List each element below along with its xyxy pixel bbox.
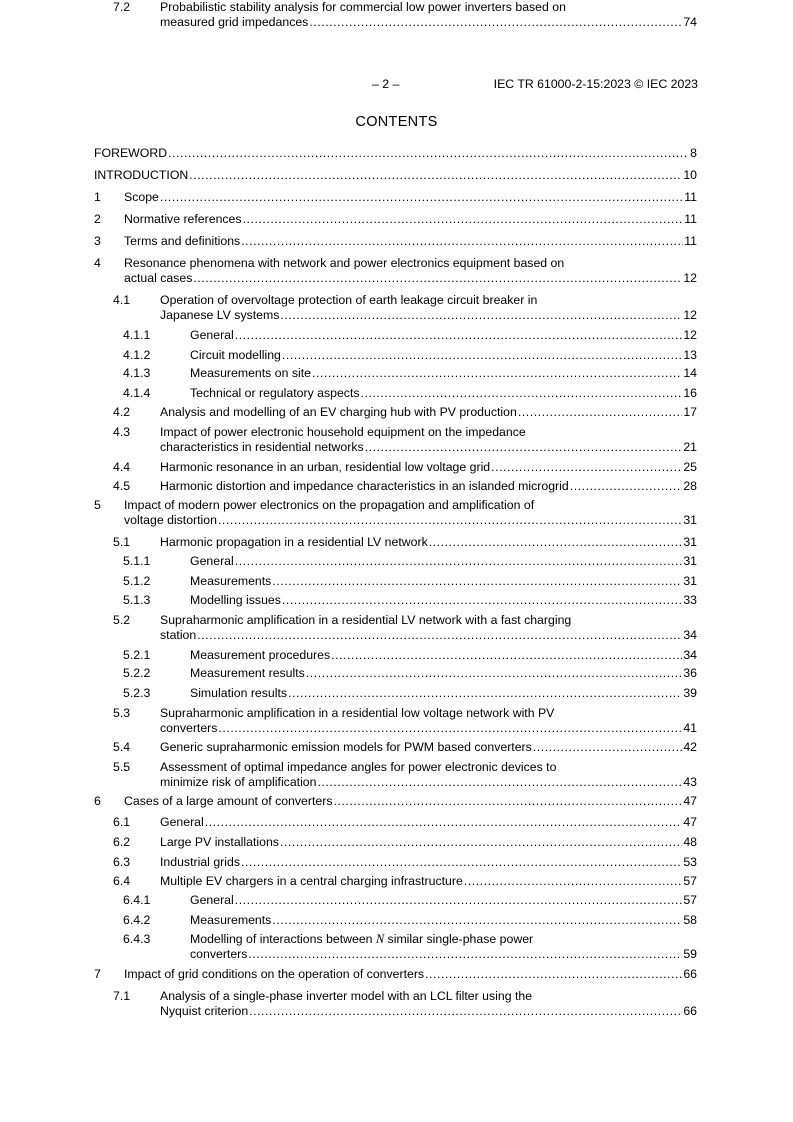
toc-entry-page: 47 [683, 815, 697, 829]
toc-entry-number: 4.4 [113, 460, 131, 474]
toc-entry[interactable] [0, 835, 793, 852]
toc-entry-title: Multiple EV chargers in a central charging infrastructure [160, 874, 463, 888]
dot-leader [361, 386, 683, 401]
toc-entry-page: 16 [683, 386, 697, 400]
toc-entry[interactable] [0, 535, 793, 552]
toc-entry-title: Harmonic resonance in an urban, residential low voltage grid [160, 460, 491, 474]
dot-leader [318, 775, 683, 790]
toc-entry-title: Analysis of a single-phase inverter model with an LCL filter using the [160, 989, 533, 1003]
toc-entry-number: 6.4.3 [123, 932, 151, 946]
toc-entry-number: 4.2 [113, 405, 131, 419]
toc-entry-number: 1 [94, 190, 101, 204]
toc-entry-page: 11 [684, 190, 697, 204]
dot-leader [425, 967, 682, 982]
toc-entry-title: Circuit modelling [190, 348, 281, 362]
toc-entry-title-continued: Nyquist criterion [160, 1004, 249, 1018]
toc-entry[interactable] [0, 989, 793, 1021]
toc-entry-title: Assessment of optimal impedance angles for power electronic devices to [160, 760, 557, 774]
toc-entry-title: General [190, 328, 234, 342]
dot-leader [168, 146, 689, 161]
toc-entry-number: 6.1 [113, 815, 131, 829]
toc-entry-page: 12 [683, 271, 697, 285]
dot-leader [282, 348, 682, 363]
toc-entry-number: 5.2 [113, 613, 131, 627]
toc-entry-title: Impact of grid conditions on the operation of converters [124, 967, 425, 981]
toc-entry-page: 12 [683, 308, 697, 322]
toc-entry[interactable] [0, 893, 793, 910]
toc-entry-title: Harmonic distortion and impedance characteristics in an islanded microgrid [160, 479, 569, 493]
dot-leader [241, 855, 682, 870]
toc-entry-number: 5.2.3 [123, 686, 151, 700]
toc-entry-title-continued: minimize risk of amplification [160, 775, 317, 789]
toc-entry-title: INTRODUCTION [94, 168, 189, 182]
toc-entry-page: 34 [683, 648, 697, 662]
toc-entry-title: Cases of a large amount of converters [124, 794, 333, 808]
toc-entry-page: 12 [683, 328, 697, 342]
toc-entry[interactable] [0, 740, 793, 757]
dot-leader [533, 740, 683, 755]
toc-entry[interactable] [0, 686, 793, 703]
dot-leader [280, 308, 682, 323]
dot-leader [309, 15, 682, 30]
toc-entry-page: 14 [683, 366, 697, 380]
dot-leader [282, 593, 682, 608]
toc-entry-title: Technical or regulatory aspects [190, 386, 360, 400]
dot-leader [288, 686, 682, 701]
dot-leader [160, 190, 683, 205]
toc-entry-title: Impact of modern power electronics on the propagation and amplification of [124, 498, 535, 512]
toc-entry[interactable] [0, 760, 793, 792]
math-variable: N [375, 932, 385, 946]
toc-entry[interactable] [0, 460, 793, 477]
toc-entry-page: 48 [683, 835, 697, 849]
toc-entry[interactable] [0, 190, 793, 207]
dot-leader [312, 366, 682, 381]
dot-leader [464, 874, 683, 889]
toc-entry-page: 39 [683, 686, 697, 700]
toc-entry-page: 13 [683, 348, 697, 362]
dot-leader [243, 212, 684, 227]
document-reference: IEC TR 61000-2-15:2023 © IEC 2023 [493, 77, 698, 91]
toc-entry-page: 74 [683, 15, 697, 29]
toc-entry[interactable] [0, 815, 793, 832]
toc-entry[interactable] [0, 498, 793, 530]
toc-entry-page: 10 [683, 168, 697, 182]
toc-entry[interactable] [0, 168, 793, 185]
toc-entry[interactable] [0, 405, 793, 422]
toc-entry-number: 5.4 [113, 740, 131, 754]
dot-leader [193, 271, 682, 286]
toc-entry-title: Scope [124, 190, 159, 204]
toc-entry-number: 4.1.1 [123, 328, 151, 342]
toc-entry-page: 8 [690, 146, 697, 160]
toc-entry-title: Probabilistic stability analysis for commercial low power inverters based on [160, 0, 566, 14]
toc-entry-page: 34 [683, 628, 697, 642]
toc-entry-page: 41 [683, 721, 697, 735]
dot-leader [205, 815, 683, 830]
toc-entry-number: 5 [94, 498, 101, 512]
toc-entry-page: 31 [683, 535, 697, 549]
toc-entry-number: 6.3 [113, 855, 131, 869]
toc-entry-page: 25 [683, 460, 697, 474]
toc-entry-title: Measurement procedures [190, 648, 331, 662]
toc-entry[interactable] [0, 967, 793, 984]
toc-entry-page: 66 [683, 1004, 697, 1018]
toc-entry-title: Measurements [190, 913, 272, 927]
toc-entry-number: 6 [94, 794, 101, 808]
toc-entry[interactable] [0, 348, 793, 365]
toc-entry-page: 36 [683, 666, 697, 680]
toc-entry-number: 5.1.2 [123, 574, 151, 588]
toc-entry-number: 5.1.3 [123, 593, 151, 607]
toc-entry-title-part: Modelling of interactions between [190, 932, 376, 946]
toc-entry[interactable] [0, 794, 793, 811]
dot-leader [189, 168, 682, 183]
toc-entry-page: 21 [683, 440, 697, 454]
toc-entry-title-continued: voltage distortion [124, 513, 217, 527]
toc-entry-page: 58 [683, 913, 697, 927]
toc-entry-number: 6.4 [113, 874, 131, 888]
dot-leader [365, 440, 683, 455]
toc-entry-number: 4.5 [113, 479, 131, 493]
dot-leader [306, 666, 682, 681]
toc-entry-title: Resonance phenomena with network and power electronics equipment based on [124, 256, 565, 270]
toc-entry-page: 31 [683, 574, 697, 588]
dot-leader [235, 554, 683, 569]
dot-leader [280, 835, 682, 850]
toc-entry-number: 3 [94, 234, 101, 248]
toc-entry-page: 57 [683, 874, 697, 888]
toc-entry-page: 31 [683, 513, 697, 527]
toc-entry-title-continued: Japanese LV systems [160, 308, 280, 322]
toc-entry-number: 5.2.1 [123, 648, 151, 662]
toc-entry-page: 11 [684, 212, 697, 226]
toc-entry-page: 57 [683, 893, 697, 907]
toc-entry[interactable] [0, 666, 793, 683]
toc-entry-number: 6.4.2 [123, 913, 151, 927]
toc-entry[interactable] [0, 932, 793, 964]
toc-entry-page: 17 [683, 405, 697, 419]
toc-entry-number: 5.2.2 [123, 666, 151, 680]
toc-entry-title: Supraharmonic amplification in a residential LV network with a fast charging [160, 613, 572, 627]
toc-entry-number: 7.2 [113, 0, 131, 14]
dot-leader [331, 648, 682, 663]
toc-entry-title: Generic supraharmonic emission models for PWM based converters [160, 740, 532, 754]
toc-entry[interactable] [0, 874, 793, 891]
dot-leader [197, 628, 682, 643]
toc-entry-title: Harmonic propagation in a residential LV network [160, 535, 428, 549]
dot-leader [218, 513, 682, 528]
contents-title: CONTENTS [355, 114, 438, 130]
toc-entry-title: Normative references [124, 212, 242, 226]
toc-entry-title: Industrial grids [160, 855, 240, 869]
toc-entry-title: FOREWORD [94, 146, 168, 160]
toc-entry-title: Operation of overvoltage protection of earth leakage circuit breaker in [160, 293, 538, 307]
toc-entry-number: 4.1 [113, 293, 131, 307]
toc-entry-page: 43 [683, 775, 697, 789]
toc-entry-page: 59 [683, 947, 697, 961]
toc-entry-number: 4.1.2 [123, 348, 151, 362]
toc-entry-title: General [190, 554, 234, 568]
toc-entry-number: 4.1.3 [123, 366, 151, 380]
toc-entry-number: 5.1.1 [123, 554, 151, 568]
toc-entry[interactable] [0, 366, 793, 383]
toc-entry-number: 6.4.1 [123, 893, 151, 907]
toc-entry-title: Supraharmonic amplification in a residential low voltage network with PV [160, 706, 555, 720]
toc-entry-number: 4.3 [113, 425, 131, 439]
toc-entry-title-continued: converters [160, 721, 218, 735]
toc-entry-number: 5.5 [113, 760, 131, 774]
dot-leader [570, 479, 683, 494]
toc-entry[interactable] [0, 0, 793, 32]
dot-leader [249, 1004, 682, 1019]
toc-entry-page: 42 [683, 740, 697, 754]
dot-leader [248, 947, 682, 962]
toc-entry-number: 5.3 [113, 706, 131, 720]
toc-entry-title-continued: characteristics in residential networks [160, 440, 364, 454]
toc-entry-title-continued: converters [190, 947, 248, 961]
toc-entry-page: 53 [683, 855, 697, 869]
toc-entry-number: 4 [94, 256, 101, 270]
toc-entry[interactable] [0, 855, 793, 872]
toc-entry-title: Measurements [190, 574, 272, 588]
toc-entry-number: 5.1 [113, 535, 131, 549]
dot-leader [429, 535, 683, 550]
toc-entry[interactable] [0, 648, 793, 665]
toc-entry-number: 4.1.4 [123, 386, 151, 400]
dot-leader [272, 574, 682, 589]
toc-entry-title-continued: measured grid impedances [160, 15, 309, 29]
dot-leader [235, 893, 683, 908]
toc-entry[interactable] [0, 146, 793, 163]
toc-entry-title [190, 932, 697, 947]
toc-entry[interactable] [0, 256, 793, 288]
toc-entry-title-part: similar single-phase power [384, 932, 534, 946]
toc-entry-title: Large PV installations [160, 835, 279, 849]
dot-leader [235, 328, 683, 343]
toc-entry-title: Terms and definitions [124, 234, 241, 248]
toc-entry-page: 11 [684, 234, 697, 248]
toc-entry-page: 66 [683, 967, 697, 981]
dot-leader [333, 794, 682, 809]
toc-entry-page: 28 [683, 479, 697, 493]
toc-entry-title: General [160, 815, 204, 829]
toc-entry[interactable] [0, 613, 793, 645]
toc-entry-number: 6.2 [113, 835, 131, 849]
toc-entry[interactable] [0, 706, 793, 738]
toc-entry-number: 7.1 [113, 989, 131, 1003]
toc-entry-title: Impact of power electronic household equipment on the impedance [160, 425, 526, 439]
toc-entry-number: 2 [94, 212, 101, 226]
dot-leader [272, 913, 682, 928]
toc-entry[interactable] [0, 234, 793, 251]
toc-entry-title-continued: actual cases [124, 271, 193, 285]
page-number: – 2 – [372, 77, 400, 91]
toc-entry-page: 47 [683, 794, 697, 808]
toc-entry-title: General [190, 893, 234, 907]
dot-leader [491, 460, 682, 475]
toc-entry[interactable] [0, 293, 793, 325]
dot-leader [241, 234, 683, 249]
toc-entry-title: Simulation results [190, 686, 288, 700]
toc-entry-title: Modelling issues [190, 593, 281, 607]
toc-entry[interactable] [0, 913, 793, 930]
toc-entry[interactable] [0, 574, 793, 591]
toc-entry[interactable] [0, 479, 793, 496]
toc-entry[interactable] [0, 593, 793, 610]
toc-entry-number: 7 [94, 967, 101, 981]
toc-entry[interactable] [0, 425, 793, 457]
dot-leader [518, 405, 682, 420]
toc-entry-page: 33 [683, 593, 697, 607]
toc-entry[interactable] [0, 212, 793, 229]
toc-entry-title: Measurements on site [190, 366, 311, 380]
toc-entry-page: 31 [683, 554, 697, 568]
toc-entry-title-continued: station [160, 628, 197, 642]
toc-entry[interactable] [0, 386, 793, 403]
toc-entry[interactable] [0, 554, 793, 571]
toc-entry-title: Measurement results [190, 666, 305, 680]
toc-entry[interactable] [0, 328, 793, 345]
dot-leader [218, 721, 682, 736]
toc-entry-title: Analysis and modelling of an EV charging hub with PV production [160, 405, 517, 419]
